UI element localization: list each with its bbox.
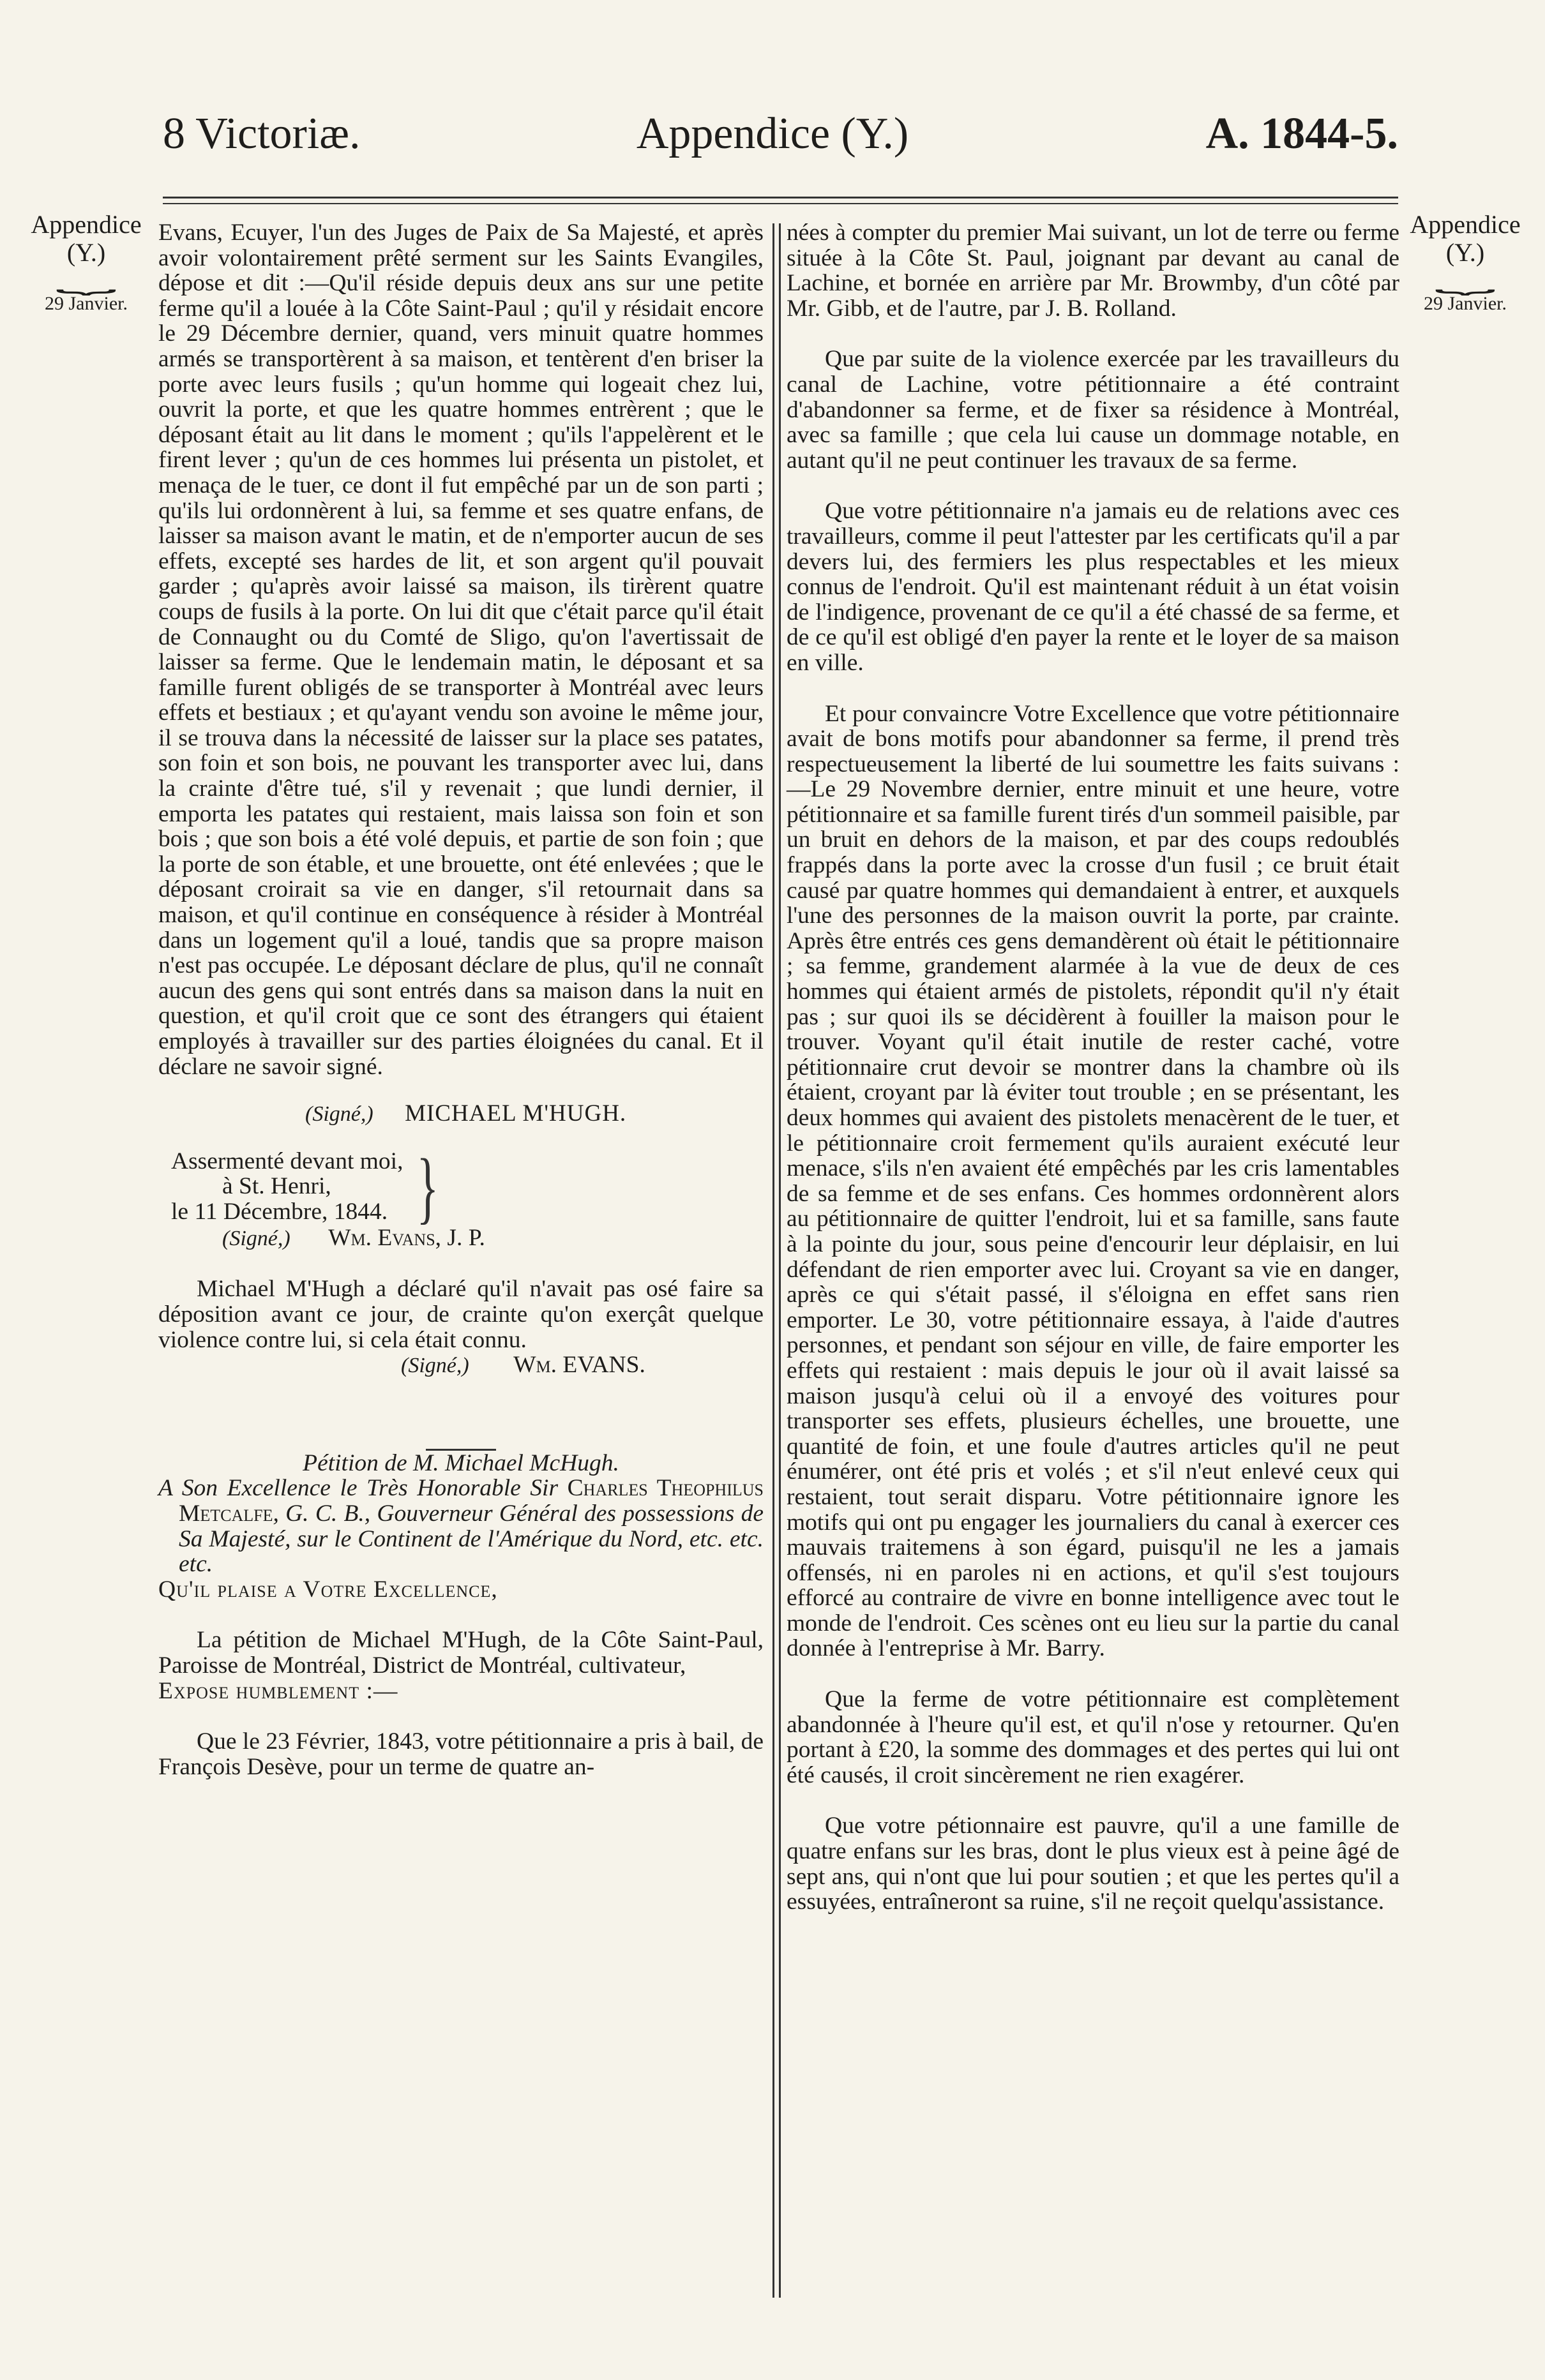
margin-sub: (Y.) [66, 238, 106, 267]
margin-date: 29 Janvier. [1424, 293, 1507, 314]
sworn-line: le 11 Décembre, 1844. [171, 1198, 388, 1225]
sworn-bracket: } [416, 1142, 439, 1232]
deposition-text: Evans, Ecuyer, l'un des Juges de Paix de Sa Majesté, et après avoir volontairement prêté serment sur les Saints Evangiles, dépose et dit :—Qu'il réside depuis deux ans sur une petite ferme qu'il a louée à la Côte Saint-Paul ; qu'il y résidait encore le 29 Décembre dernier, quand, vers minuit quatre hommes armés se transportèrent à sa maison, et tentèrent d'en briser la porte avec leurs fusils ; qu'un homme qui logeait chez lui, ouvrit la porte, et que les quatre hommes entrèrent ; que le déposant était au lit dans le moment ; qu'ils l'appelèrent et le firent lever ; qu'un de ces hommes lui présenta un pistolet, et menaça de le tuer, ce dont il fut empêché par un de son parti ; qu'ils lui ordonnèrent à lui, sa femme et ses quatre enfans, de laisser sa maison avant le matin, et de n'emporter aucun de ses effets, excepté ses hardes de lit, et son argent qu'il pouvait garder ; qu'après avoir laissé sa maison, ils tirèrent quatre coups de fusils à la porte. On lui dit que c'était parce qu'il était de Connaught ou du Comté de Sligo, qu'on l'avertissait de laisser sa ferme. Que le lendemain matin, le déposant et sa famille furent obligés de se transporter à Montréal avec leurs effets et bestiaux ; et qu'ayant vendu son avoine le même jour, il se trouva dans la nécessité de laisser sur la place ses patates, son foin et son bois, ne pouvant les transporter avec lui, dans la crainte d'être tué, s'il y revenait ; que lundi dernier, il emporta les patates qui restaient, mais laissa son foin et son bois ; que son bois a été volé depuis, et partie de son foin ; que la porte de son étable, et une brouette, ont été enlevées ; que le déposant croirait sa vie en danger, s'il retournait dans sa maison, et qu'il continue en conséquence à résider à Montréal dans un logement qu'il a loué, tandis que sa propre maison n'est pas occupée. Le déposant déclare de plus, qu'il ne connaît aucun des gens qui sont entrés dans sa maison dans la nuit en question, et qu'il croit que ce sont des étrangers qui étaient employés à travailler sur des parties éloignées du canal. Et il déclare ne savoir signé. [158, 220, 764, 1080]
petition-address [158, 1476, 764, 1576]
petition-paragraph: Que votre pétitionnaire n'a jamais eu de relations avec ces travailleurs, comme il peut l'attester par les certificats qu'il a par devers lui, des fermiers les plus respectables et les mieux connus de l'endroit. Qu'il est maintenant réduit à un état voisin de l'indigence, provenant de ce qu'il a été chassé de sa ferme, et de ce qu'il est obligé d'en payer la rente et le loyer de sa maison en ville. [787, 498, 1400, 676]
margin-title: Appendice [1410, 210, 1521, 239]
signature-label: (Signé,) [401, 1354, 469, 1378]
signature-name: MICHAEL M'HUGH. [405, 1100, 627, 1127]
sworn-line: Assermenté devant moi, [171, 1148, 403, 1174]
petition-paragraph: Que par suite de la violence exercée par les travailleurs du canal de Lachine, votre pétitionnaire a été contraint d'abandonner sa ferme, et de fixer sa résidence à Montréal, avec sa famille ; que cela lui cause un dommage notable, en autant qu'il ne peut continuer les travaux de sa ferme. [787, 346, 1399, 474]
declaration-text: Michael M'Hugh a déclaré qu'il n'avait pas osé faire sa déposition avant ce jour, de crainte qu'on exerçât quelque violence contre lui, si cela était connu. [158, 1276, 764, 1353]
signature-evans-jp [158, 1225, 764, 1252]
petition-paragraph: Que la ferme de votre pétitionnaire est complètement abandonnée à l'heure qu'il est, et qu'il n'ose y retourner. Qu'en portant à £20, la somme des dommages et des pertes qui lui ont été causés, il croit sincèrement ne rien exagérer. [787, 1686, 1399, 1788]
petition-paragraph: nées à compter du premier Mai suivant, un lot de terre ou ferme située à la Côte St. Paul, joignant par devant au canal de Lachine, et bornée en arrière par Mr. Browmby, d'un côté par Mr. Gibb, et de l'autre, par J. B. Rolland. [787, 220, 1399, 322]
petition-title: Pétition de M. Michael McHugh. [303, 1449, 619, 1476]
margin-brace: ⏟ [1435, 265, 1496, 294]
address-lead: A Son Excellence le Très Honorable Sir [158, 1475, 568, 1502]
column-divider-inner [779, 223, 781, 2298]
petition-paragraph: Que le 23 Février, 1843, votre pétitionnaire a pris à bail, de François Desève, pour un terme de quatre an- [158, 1728, 764, 1780]
signature-mchugh [158, 1101, 764, 1127]
expose-heading: Expose humblement :— [158, 1677, 398, 1704]
header-appendix: Appendice (Y.) [636, 109, 909, 158]
signature-label: (Signé,) [305, 1102, 373, 1126]
margin-brace: ⏟ [56, 265, 117, 294]
petition-intro: La pétition de Michael M'Hugh, de la Côte Saint-Paul, Paroisse de Montréal, District de Montréal, cultivateur, [158, 1627, 764, 1679]
right-column [787, 220, 1399, 1915]
header-year: A. 1844-5. [1205, 109, 1398, 158]
petition-paragraph: Que votre pétionnaire est pauvre, qu'il a une famille de quatre enfans sur les bras, dont le plus vieux est à peine âgé de sept ans, qui n'ont que lui pour soutien ; et que les pertes qu'il a essuyées, entraîneront sa ruine, s'il ne reçoit quelqu'assistance. [787, 1813, 1399, 1915]
left-column [158, 220, 764, 1779]
address-name: Charles Theophilus Metcalfe [179, 1475, 764, 1527]
sworn-block [158, 1142, 764, 1232]
column-divider [772, 223, 774, 2298]
signature-name: Wm. Evans, J. P. [328, 1224, 485, 1251]
margin-date: 29 Janvier. [45, 293, 128, 314]
address-rest: , G. C. B., Gouverneur Général des possessions de Sa Majesté, sur le Continent de l'Amérique du Nord, etc. etc. etc. [179, 1500, 764, 1578]
signature-name: Wm. EVANS. [513, 1352, 645, 1379]
petition-paragraph: Et pour convaincre Votre Excellence que votre pétitionnaire avait de bons motifs pour abandonner sa ferme, il prend très respectueusement la liberté de lui soumettre les faits suivans :—Le 29 Novembre dernier, entre minuit et une heure, votre pétitionnaire et sa famille furent tirés d'un sommeil paisible, par un bruit en dehors de la maison, et par des coups redoublés frappés dans la porte avec la crosse d'un fusil ; ce bruit était causé par quatre hommes qui demandaient à entrer, et auxquels l'une des personnes de la maison ouvrit la porte, par crainte. Après être entrés ces gens demandèrent où était le pétitionnaire ; sa femme, grandement alarmée à la vue de deux de ces hommes qui étaient armés de pistolets, répondit qu'il n'y était pas ; sur quoi ils se décidèrent à fouiller la maison pour le trouver. Voyant qu'il était inutile de rester caché, votre pétitionnaire crut devoir se montrer dans la chambre où ils étaient, croyant par là éviter tout trouble ; en se présentant, les deux hommes qui avaient des pistolets menacèrent de le tuer, et le pétitionnaire croit fermement qu'ils auraient exécuté leur menace, s'ils n'en avaient été empêchés par les cris lamentables de sa femme et de ses enfans. Ces hommes ordonnèrent alors au pétitionnaire de quitter l'endroit, lui et sa famille, sans faute à la pointe du jour, sous peine d'encourir leur déplaisir, en lui défendant de rien emporter avec lui. Croyant sa vie en danger, après ce qui s'était passé, il s'éloigna en effet sans rien emporter. Le 30, votre pétitionnaire essaya, à l'aide d'autres personnes, et pendant son séjour en ville, de faire emporter les effets qui restaient : mais depuis le jour où il avait laissé sa maison jusqu'à celui où il a envoyé des voitures pour transporter ses effets, plusieurs échelles, une brouette, une quantité de foin, et une foule d'autres articles qu'il ne peut énumérer, ont été pris et volés ; et s'il n'eut enlevé ceux qui restaient, tout serait disparu. Votre pétitionnaire ignore les motifs qui ont pu engager les journaliers du canal à exercer ces mauvais traitemens à son égard, puisqu'il ne les a jamais offensés, ni en paroles ni en actions, et qu'il s'est toujours efforcé au contraire de vivre en bonne intelligence avec tout le monde de l'endroit. Ces scènes ont eu lieu sur la partie du canal donnée à l'entreprise à Mr. Barry. [787, 700, 1399, 1662]
signature-label: (Signé,) [222, 1226, 290, 1250]
right-margin-note [1398, 211, 1532, 315]
header-rule [163, 197, 1398, 198]
petition-salutation: Qu'il plaise a Votre Excellence, [158, 1576, 498, 1603]
header-session: 8 Victoriæ. [163, 109, 361, 158]
header-rule-inner [163, 203, 1398, 204]
margin-title: Appendice [31, 210, 142, 239]
margin-sub: (Y.) [1445, 238, 1485, 267]
sworn-line: à St. Henri, [222, 1173, 331, 1200]
signature-evans [158, 1352, 764, 1379]
left-margin-note [19, 211, 153, 315]
